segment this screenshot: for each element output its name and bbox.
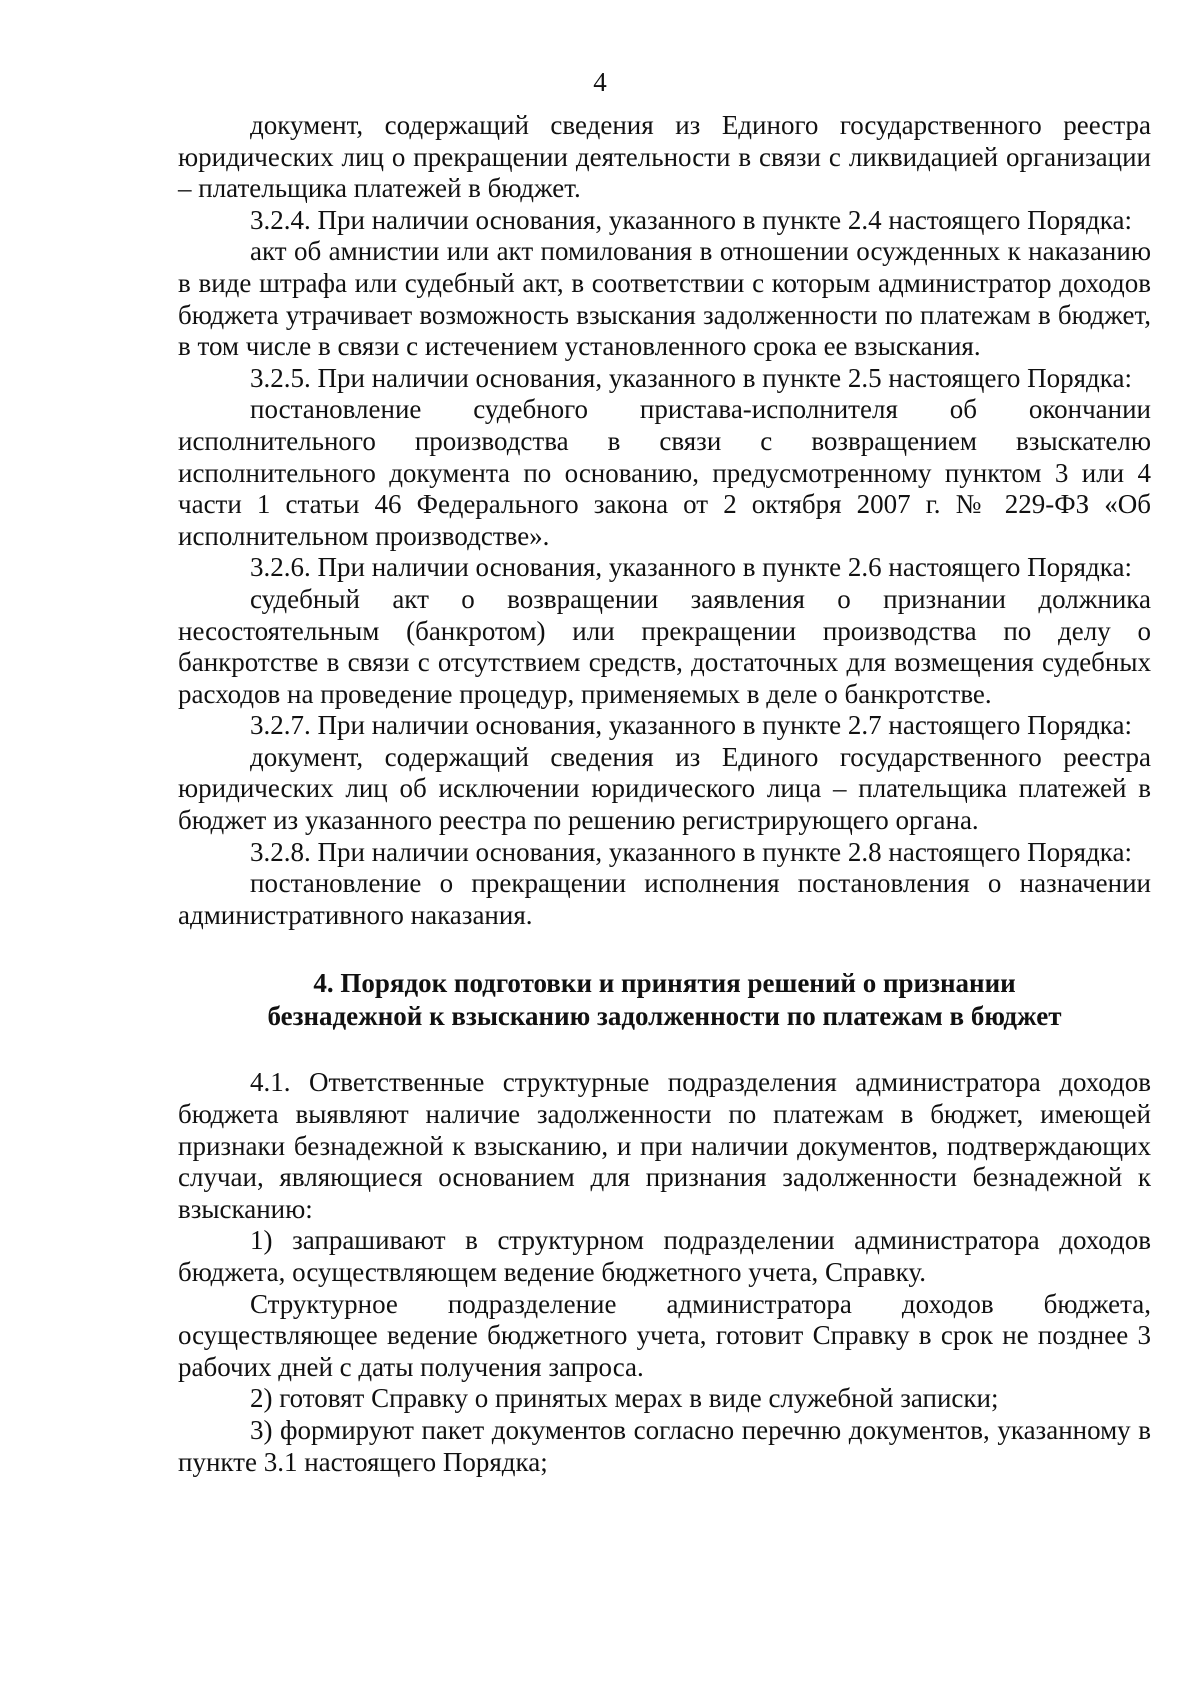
document-body: [178, 110, 1151, 1478]
paragraph-request-reference: 1) запрашивают в структурном подразделении администратора доходов бюджета, осуществляющем ведение бюджетного учета, Справку.: [178, 1225, 1151, 1287]
paragraph-bankruptcy-act: судебный акт о возвращении заявления о признании должника несостоятельным (банкротом) или прекращении производства по делу о банкротстве в связи с отсутствием средств, достаточных для возмещения судебных расходов на проведение процедур, применяемых в деле о банкротстве.: [178, 583, 1151, 709]
paragraph-4-1: 4.1. Ответственные структурные подразделения администратора доходов бюджета выявляют наличие задолженности по платежам в бюджет, имеющей признаки безнадежной к взысканию, и при наличии документов, подтверждающих случаи, являющиеся основанием для признания задолженности безнадежной к взысканию:: [178, 1067, 1151, 1224]
paragraph-liquidation-document: документ, содержащий сведения из Единого государственного реестра юридических лиц о прекращении деятельности в связи с ликвидацией организации – плательщика платежей в бюджет.: [178, 110, 1151, 204]
paragraph-3-2-8: 3.2.8. При наличии основания, указанного в пункте 2.8 настоящего Порядка:: [250, 836, 1132, 867]
paragraph-3-2-6: 3.2.6. При наличии основания, указанного в пункте 2.6 настоящего Порядка:: [250, 552, 1132, 583]
paragraph-termination-resolution: постановление о прекращении исполнения постановления о назначении административного наказания.: [178, 868, 1151, 930]
section-4-heading: [178, 967, 1151, 1033]
paragraph-3-2-7: 3.2.7. При наличии основания, указанного в пункте 2.7 настоящего Порядка:: [250, 710, 1132, 741]
paragraph-amnesty-act: акт об амнистии или акт помилования в отношении осужденных к наказанию в виде штрафа или судебный акт, в соответствии с которым администратор доходов бюджета утрачивает возможность взыскания задолженности по платежам в бюджет, в том числе в связи с истечением установленного срока ее взыскания.: [178, 236, 1151, 362]
paragraph-register-exclusion: документ, содержащий сведения из Единого государственного реестра юридических лиц об исключении юридического лица – плательщика платежей в бюджет из указанного реестра по решению регистрирующего органа.: [178, 741, 1151, 836]
paragraph-3-2-5: 3.2.5. При наличии основания, указанного в пункте 2.5 настоящего Порядка:: [250, 362, 1132, 393]
paragraph-document-package: 3) формируют пакет документов согласно перечню документов, указанному в пункте 3.1 настоящего Порядка;: [178, 1414, 1151, 1477]
page-number: 4: [593, 67, 607, 97]
paragraph-bailiff-resolution: постановление судебного пристава-исполнителя об окончании исполнительного производства в связи с возвращением взыскателю исполнительного документа по основанию, предусмотренному пунктом 3 или 4 части 1 статьи 46 Федерального закона от 2 октября 2007 г. № 229-ФЗ «Об исполнительном производстве».: [178, 394, 1151, 551]
paragraph-reference-deadline: Структурное подразделение администратора доходов бюджета, осуществляющее ведение бюджетного учета, готовит Справку в срок не позднее 3 рабочих дней с даты получения запроса.: [178, 1288, 1151, 1382]
paragraph-3-2-4: 3.2.4. При наличии основания, указанного в пункте 2.4 настоящего Порядка:: [250, 204, 1132, 235]
paragraph-service-note: 2) готовят Справку о принятых мерах в виде служебной записки;: [250, 1383, 999, 1414]
section-4-heading-line-1: 4. Порядок подготовки и принятия решений о признании: [313, 968, 1016, 999]
section-4-heading-line-2: безнадежной к взысканию задолженности по платежам в бюджет: [267, 1001, 1062, 1032]
